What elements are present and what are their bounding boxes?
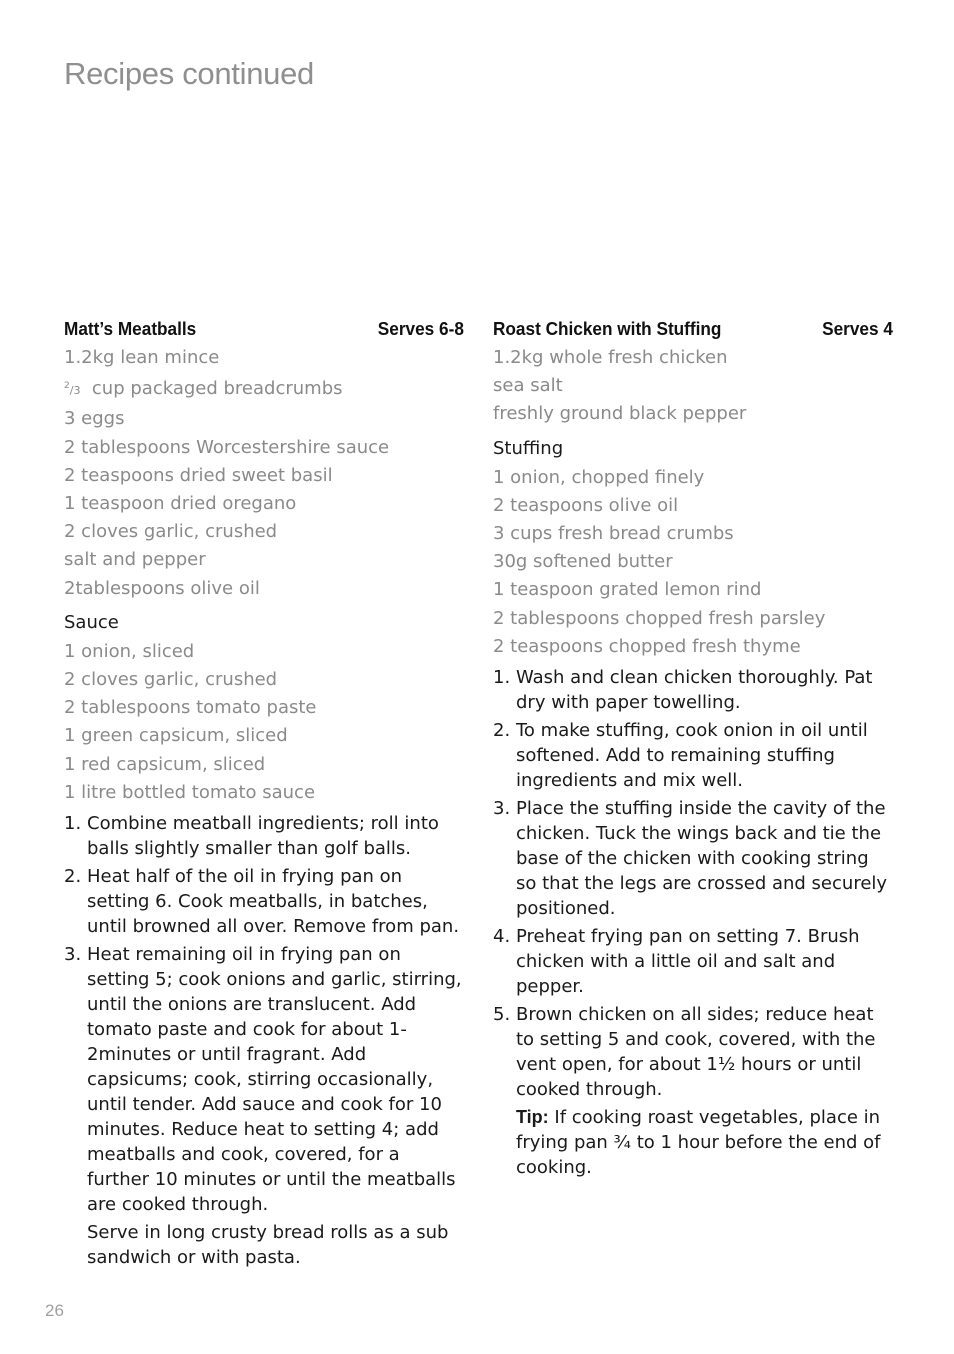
serving-note: Serve in long crusty bread rolls as a sub sandwich or with pasta. [87, 1222, 449, 1269]
tip-label: Tip: [516, 1107, 549, 1128]
ingredient-item: 1.2kg lean mince [64, 347, 220, 368]
ingredient-item: freshly ground black pepper [493, 403, 747, 425]
ingredient-item: 1 litre bottled tomato sauce [64, 781, 316, 803]
serves-label: Serves 4 [822, 318, 893, 339]
stuffing-heading: Stuffing [493, 437, 564, 459]
ingredient-item: 2 teaspoons chopped fresh thyme [493, 635, 801, 657]
recipe-title: Matt’s Meatballs [64, 318, 197, 339]
method-steps [493, 665, 893, 1102]
ingredient-item: 2 teaspoons dried sweet basil [64, 464, 333, 486]
ingredient-list [64, 344, 464, 603]
method-step: 4. Preheat frying pan on setting 7. Brush chicken with a little oil and salt and pepper. [493, 926, 860, 998]
chicken-recipe [493, 318, 893, 1180]
ingredient-item: 3 cups fresh bread crumbs [493, 523, 734, 545]
ingredient-item: $^2$/3 cup packaged breadcrumbs [64, 378, 343, 400]
ingredient-item: 30g softened butter [493, 551, 673, 573]
method-step: 2. To make stuffing, cook onion in oil until softened. Add to remaining stuffing ingredients and mix well. [493, 720, 868, 792]
sauce-heading: Sauce [64, 611, 119, 633]
ingredient-item: 2 teaspoons olive oil [493, 494, 679, 516]
method-step: 5. Brown chicken on all sides; reduce heat to setting 5 and cook, covered, with the vent open, for about 1½ hours or until cooked through. [493, 1004, 876, 1101]
ingredient-item: 1 red capsicum, sliced [64, 753, 266, 775]
method-steps [64, 811, 464, 1217]
sauce-list [64, 638, 464, 807]
ingredient-item: 2tablespoons olive oil [64, 577, 260, 599]
ingredient-item: salt and pepper [64, 549, 206, 571]
ingredient-item: 2 cloves garlic, crushed [64, 521, 278, 543]
page-title: Recipes continued [64, 56, 314, 91]
ingredient-item: 2 tablespoons chopped fresh parsley [493, 607, 826, 629]
meatballs-recipe [64, 318, 464, 1270]
ingredient-item: 1 onion, chopped finely [493, 466, 705, 488]
ingredient-item: 2 tablespoons Worcestershire sauce [64, 436, 390, 458]
recipe-title: Roast Chicken with Stuffing [493, 318, 722, 339]
serves-label: Serves 6-8 [377, 318, 464, 339]
ingredient-item: 2 tablespoons tomato paste [64, 697, 317, 719]
ingredient-item: 3 eggs [64, 408, 125, 430]
chicken-header [493, 318, 893, 344]
method-step: 1. Combine meatball ingredients; roll into balls slightly smaller than golf balls. [64, 813, 439, 860]
tip-text: If cooking roast vegetables, place in frying pan ¾ to 1 hour before the end of cooking. [516, 1107, 881, 1179]
page-number: 26 [45, 1301, 64, 1320]
ingredient-item: 1 green capsicum, sliced [64, 725, 288, 747]
ingredient-item: 1.2kg whole fresh chicken [493, 347, 728, 368]
method-step: 1. Wash and clean chicken thoroughly. Pat dry with paper towelling. [493, 667, 873, 714]
fraction: $^2$/3 [64, 381, 81, 398]
ingredient-item: 1 onion, sliced [64, 640, 195, 662]
method-step: 2. Heat half of the oil in frying pan on setting 6. Cook meatballs, in batches, until browned all over. Remove from pan. [64, 866, 460, 938]
ingredient-item: sea salt [493, 375, 563, 397]
ingredient-item: 1 teaspoon dried oregano [64, 493, 297, 515]
ingredient-item: 1 teaspoon grated lemon rind [493, 579, 762, 601]
method-step: 3. Heat remaining oil in frying pan on setting 5; cook onions and garlic, stirring, until the onions are translucent. Add tomato paste and cook for about 1-2minutes or until fragrant. Add capsicums; cook, stirring occasionally, until tender. Add sauce and cook for 10 minutes. Reduce heat to setting 4; add meatballs and cook, covered, for a further 10 minutes or until the meatballs are cooked through. [64, 944, 462, 1216]
tip-note [493, 1105, 893, 1180]
stuffing-list [493, 464, 893, 661]
ingredient-item: 2 cloves garlic, crushed [64, 669, 278, 691]
meatballs-header [64, 318, 464, 344]
method-step: 3. Place the stuffing inside the cavity of the chicken. Tuck the wings back and tie the base of the chicken with cooking string so that the legs are crossed and securely positioned. [493, 798, 888, 920]
ingredient-list [493, 344, 893, 429]
